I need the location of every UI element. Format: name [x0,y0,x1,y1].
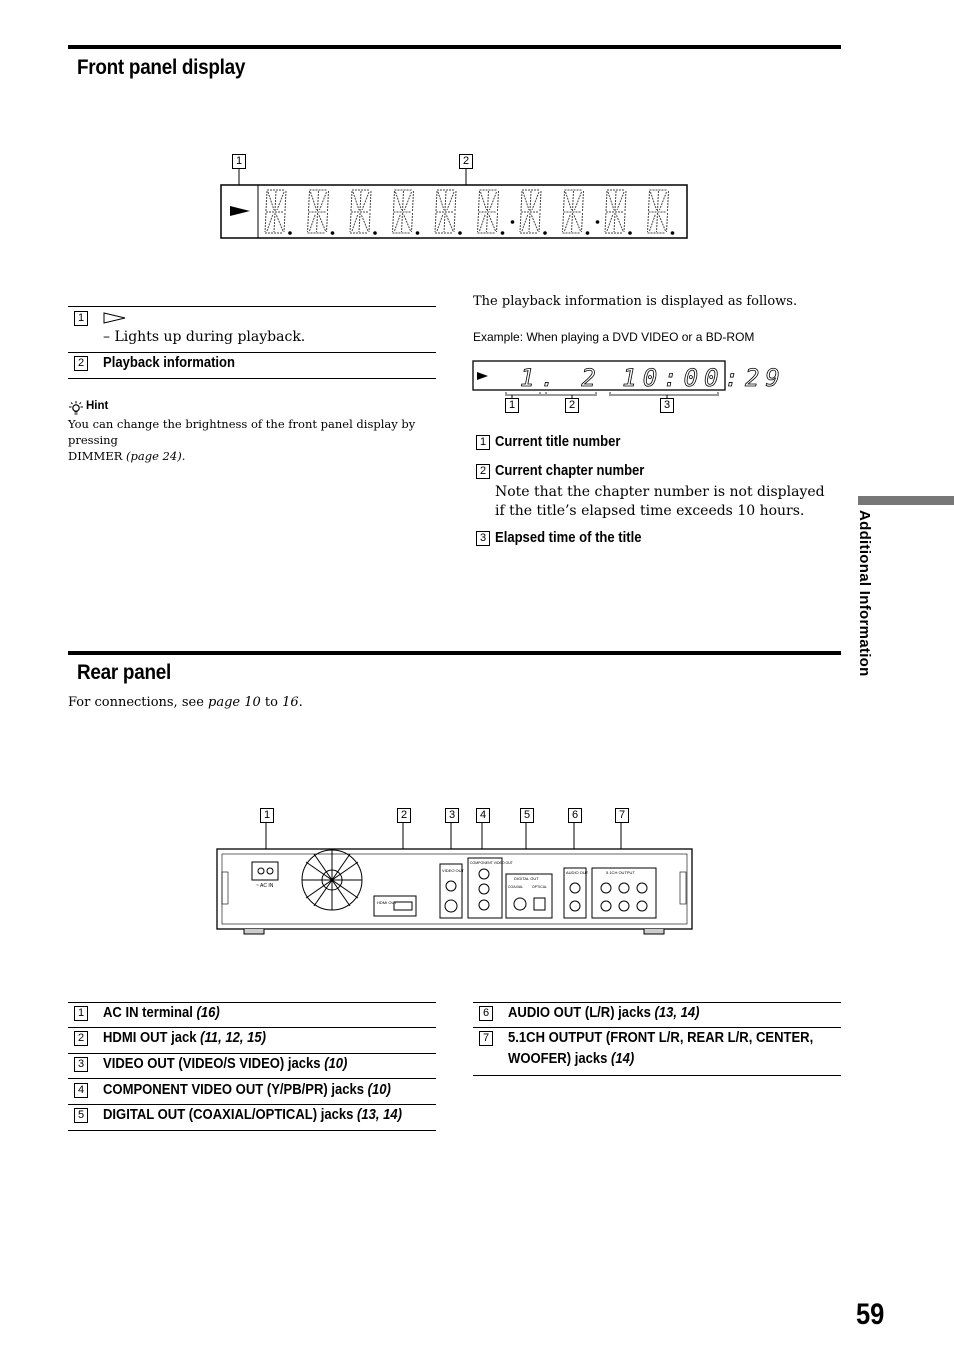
display-dot [628,231,632,235]
example-callout-1: 1 [505,398,519,413]
rear-callout-2: 2 [397,808,411,823]
rear-callout-4: 4 [476,808,490,823]
table-rule [68,1053,436,1054]
section-side-label: Additional Information [856,510,873,677]
item-2-label: Playback information [103,355,235,371]
info-3-number: 3 [476,531,490,546]
rear-item-1-label: AC IN terminal (16) [103,1005,220,1021]
rear-item-7-label: 5.1CH OUTPUT (FRONT L/R, REAR L/R, CENTER, [508,1030,814,1046]
table-rule [473,1027,841,1028]
display-colon [596,220,600,224]
display-dot [331,231,335,235]
rear-item-5-label: DIGITAL OUT (COAXIAL/OPTICAL) jacks (13, 14) [103,1107,402,1123]
display-dot [288,231,292,235]
table-rule [68,1104,436,1105]
svg-text:COMPONENT VIDEO OUT: COMPONENT VIDEO OUT [470,861,513,865]
callout-1: 1 [232,154,246,169]
table-rule [473,1075,841,1076]
section-side-tab [858,496,954,505]
table-rule [68,1027,436,1028]
table-rule [68,1002,436,1003]
rear-item-1-number: 1 [74,1006,88,1021]
display-dot [416,231,420,235]
svg-text:COAXIAL: COAXIAL [508,885,524,889]
playback-intro: The playback information is displayed as follows. [473,294,798,309]
display-dot [373,231,377,235]
hint-title: Hint [86,400,109,412]
example-callout-2: 2 [565,398,579,413]
info-2-label: Current chapter number [495,463,645,479]
example-caption: Example: When playing a DVD VIDEO or a BD-ROM [473,330,755,344]
display-dot [671,231,675,235]
item-2-number: 2 [74,356,88,371]
rear-panel-illustration [214,822,696,942]
svg-text:5.1CH OUTPUT: 5.1CH OUTPUT [606,870,635,875]
rear-item-7-number: 7 [479,1031,493,1046]
front-panel-heading: Front panel display [77,56,246,79]
display-dot [586,231,590,235]
rear-item-2-label: HDMI OUT jack (11, 12, 15) [103,1030,266,1046]
rear-intro: For connections, see page 10 to 16. [68,695,303,710]
rear-item-7-label-cont: WOOFER) jacks (14) [508,1051,635,1067]
table-rule [68,1078,436,1079]
rear-callout-6: 6 [568,808,582,823]
rear-callout-5: 5 [520,808,534,823]
svg-text:DIGITAL OUT: DIGITAL OUT [514,876,539,881]
table-rule [68,306,436,307]
rear-callout-7: 7 [615,808,629,823]
info-1-number: 1 [476,435,490,450]
info-1-label: Current title number [495,434,621,450]
info-3-label: Elapsed time of the title [495,530,642,546]
item-1-description: – Lights up during playback. [103,329,306,345]
rear-panel-heading: Rear panel [77,661,171,684]
display-dot [543,231,547,235]
display-dot [458,231,462,235]
display-dot [501,231,505,235]
rear-callout-3: 3 [445,808,459,823]
rear-item-6-number: 6 [479,1006,493,1021]
svg-text:OPTICAL: OPTICAL [532,885,547,889]
svg-text:~ AC IN: ~ AC IN [256,883,274,889]
rear-item-2-number: 2 [74,1031,88,1046]
rear-item-3-number: 3 [74,1057,88,1072]
example-callout-3: 3 [660,398,674,413]
table-rule [68,1130,436,1131]
display-colon [511,220,515,224]
rear-item-3-label: VIDEO OUT (VIDEO/S VIDEO) jacks (10) [103,1056,348,1072]
section-rule-rear [68,651,841,655]
rear-item-4-number: 4 [74,1083,88,1098]
info-2-number: 2 [476,464,490,479]
front-display-illustration [218,168,690,240]
table-rule [68,352,436,353]
hint-icon [69,401,83,415]
page-number: 59 [856,1298,885,1331]
svg-text:AUDIO OUT: AUDIO OUT [566,870,589,875]
item-1-number: 1 [74,311,88,326]
hint-text: You can change the brightness of the front panel display by pressing DIMMER (page 24). [68,417,416,463]
table-rule [68,378,436,379]
svg-text:VIDEO OUT: VIDEO OUT [442,868,465,873]
example-display-readout: 1. 2 10:00:29 [520,364,786,392]
table-rule [473,1002,841,1003]
svg-text:HDMI OUT: HDMI OUT [377,900,397,905]
callout-2: 2 [459,154,473,169]
section-rule-top [68,45,841,49]
rear-item-6-label: AUDIO OUT (L/R) jacks (13, 14) [508,1005,700,1021]
rear-item-4-label: COMPONENT VIDEO OUT (Y/PB/PR) jacks (10) [103,1082,391,1098]
play-outline-icon [103,311,127,325]
rear-callout-1: 1 [260,808,274,823]
rear-item-5-number: 5 [74,1108,88,1123]
info-2-note: Note that the chapter number is not displayed if the title’s elapsed time exceeds 10 hours. [495,484,825,519]
